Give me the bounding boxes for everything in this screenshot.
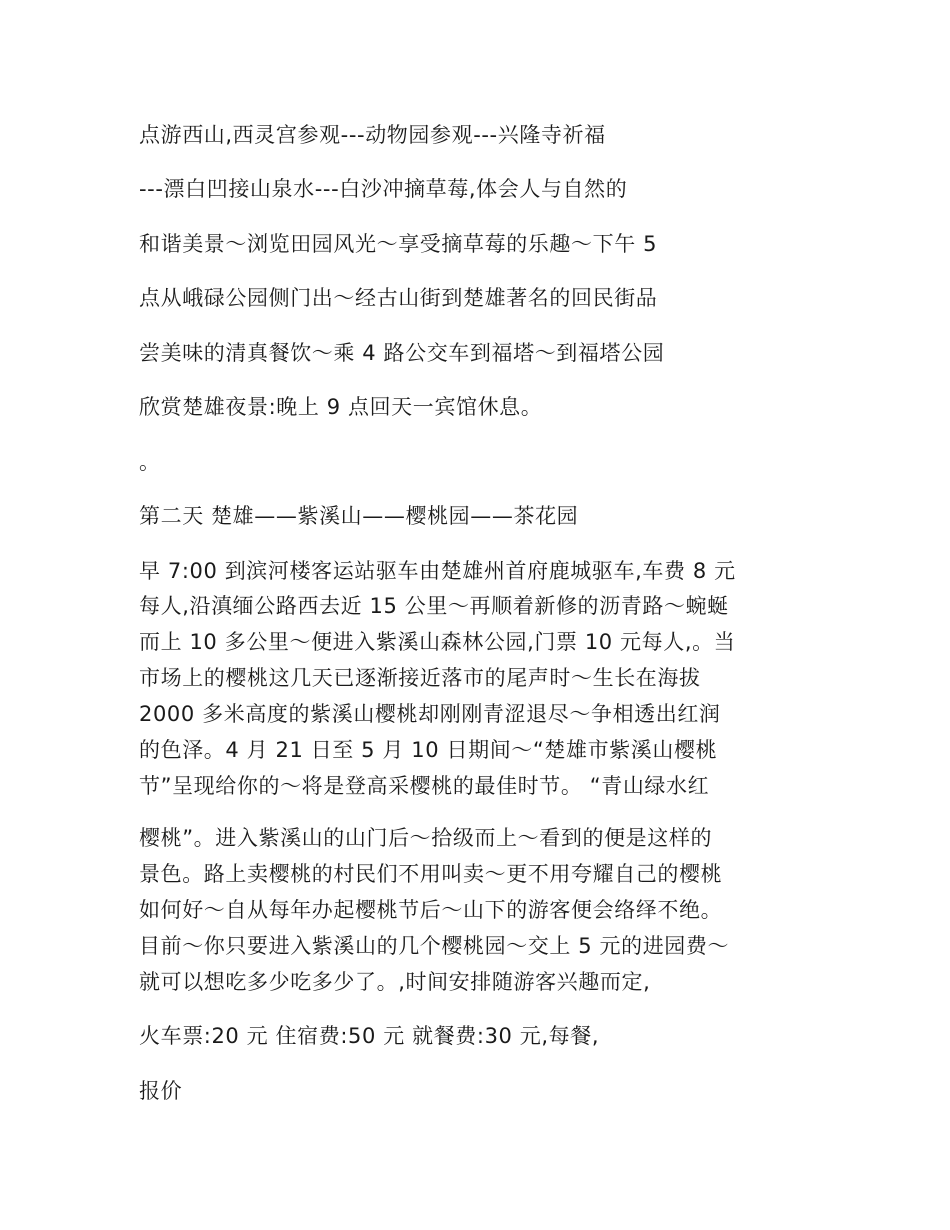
text-line: 报价	[139, 1079, 183, 1103]
text-line: 欣赏楚雄夜景:晚上 9 点回天一宾馆休息。	[139, 395, 543, 419]
text-line: 而上 10 多公里～便进入紫溪山森林公园,门票 10 元每人,。当	[139, 630, 736, 654]
text-line: 点从峨碌公园侧门出～经古山街到楚雄著名的回民街品	[139, 286, 658, 310]
price-line: 火车票:20 元 住宿费:50 元 就餐费:30 元,每餐,	[139, 1024, 600, 1048]
text-line: 如何好～自从每年办起樱桃节后～山下的游客便会络绎不绝。	[139, 898, 723, 922]
text-line: 目前～你只要进入紫溪山的几个樱桃园～交上 5 元的进园费～	[139, 934, 730, 958]
text-line: ---漂白凹接山泉水---白沙冲摘草莓,体会人与自然的	[139, 177, 628, 201]
text-line: 早 7:00 到滨河楼客运站驱车由楚雄州首府鹿城驱车,车费 8 元	[139, 559, 736, 583]
text-line: 节”呈现给你的～将是登高采樱桃的最佳时节。 “青山绿水红	[139, 774, 710, 798]
text-line: 每人,沿滇缅公路西去近 15 公里～再顺着新修的沥青路～蜿蜒	[139, 594, 729, 618]
text-line: 。	[139, 450, 161, 474]
text-line: 的色泽。4 月 21 日至 5 月 10 日期间～“楚雄市紫溪山樱桃	[139, 738, 718, 762]
text-line: 景色。路上卖樱桃的村民们不用叫卖～更不用夸耀自己的樱桃	[139, 862, 723, 886]
text-line: 和谐美景～浏览田园风光～享受摘草莓的乐趣～下午 5	[139, 232, 658, 256]
text-line: 樱桃”。进入紫溪山的山门后～拾级而上～看到的便是这样的	[139, 826, 713, 850]
text-line: 市场上的樱桃这几天已逐渐接近落市的尾声时～生长在海拔	[139, 666, 701, 690]
text-line: 尝美味的清真餐饮～乘 4 路公交车到福塔～到福塔公园	[139, 341, 665, 365]
text-line: 就可以想吃多少吃多少了。,时间安排随游客兴趣而定,	[139, 970, 651, 994]
section-heading: 第二天 楚雄——紫溪山——樱桃园——茶花园	[139, 504, 579, 528]
text-line: 2000 多米高度的紫溪山樱桃却刚刚青涩退尽～争相透出红润	[139, 702, 721, 726]
text-line: 点游西山,西灵宫参观---动物园参观---兴隆寺祈福	[139, 123, 606, 147]
